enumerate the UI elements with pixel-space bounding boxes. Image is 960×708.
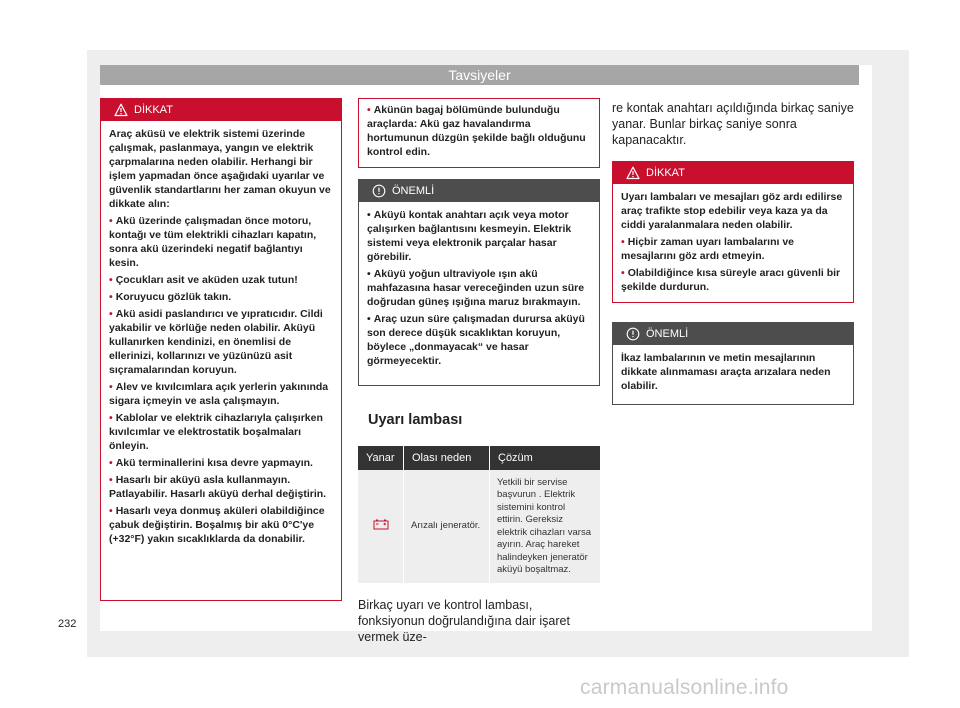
notice-box-body xyxy=(359,202,599,368)
battery-icon xyxy=(373,518,389,530)
danger-box xyxy=(100,98,342,601)
list-item: • Alev ve kıvılcımlara açık yerlerin yakınında sigara içmeyin ve asla çalışmayın. xyxy=(109,381,329,407)
watermark: carmanualsonline.info xyxy=(580,676,789,699)
info-circle-icon xyxy=(626,327,640,341)
section-title: Uyarı lambası xyxy=(368,412,463,428)
warning-triangle-icon xyxy=(114,103,128,117)
danger-box-title: DİKKAT xyxy=(134,104,173,116)
body-paragraph: Birkaç uyarı ve kontrol lambası, fonksiyonun doğrulandığına dair işaret vermek üze- xyxy=(358,598,570,644)
list-item: • Aküyü yoğun ultraviyole ışın akü mahfazasına hasar vereceğinden uzun süre doğrudan güneş ışığına maruz bırakmayın. xyxy=(367,268,585,308)
table-cell-cause: Arızalı jeneratör. xyxy=(404,470,490,583)
list-item: • Akü terminallerini kısa devre yapmayın. xyxy=(109,457,313,469)
danger-box-header xyxy=(613,162,853,184)
table-row xyxy=(358,470,600,583)
danger-intro: Uyarı lambaları ve mesajları göz ardı edilirse araç trafikte stop edebilir veya kaza ya da ciddi yaralanmalara neden olabilir. xyxy=(621,191,843,231)
list-item: • Akü asidi paslandırıcı ve yıpratıcıdır. Cildi yakabilir ve körlüğe neden olabilir. Aküyü kullanırken kendinizi, en önemlisi de ellerinizi, kollarınızı ve yüzünüzü asit sıçramalarından koruyun. xyxy=(109,308,323,376)
table-cell-solution: Yetkili bir servise başvurun . Elektrik sistemini kontrol ettirin. Gereksiz elektrik cihazları varsa ayırın. Araç hareket halindeyken jeneratör aküyü boşaltmaz. xyxy=(490,470,601,583)
column-2 xyxy=(358,98,600,645)
table-header-lights: Yanar xyxy=(358,446,404,470)
notice-box-header xyxy=(613,323,853,345)
notice-text: İkaz lambalarının ve metin mesajlarının dikkate alınmaması araçta arızalara neden olabilir. xyxy=(621,352,831,392)
column-3 xyxy=(612,98,854,405)
warning-triangle-icon xyxy=(626,166,640,180)
notice-box-header xyxy=(359,180,599,202)
list-item: • Araç uzun süre çalışmadan durursa aküyü son derece düşük sıcaklıktan koruyun, böylece „donmayacak“ ve hasar görmeyecektir. xyxy=(367,313,585,367)
column-1 xyxy=(100,98,342,601)
notice-box xyxy=(612,322,854,405)
list-item: • Akü üzerinde çalışmadan önce motoru, kontağı ve tüm elektrikli cihazları kapatın, sonra akü üzerindeki negatif bağlantıyı kesin. xyxy=(109,215,317,269)
body-paragraph: re kontak anahtarı açıldığında birkaç saniye yanar. Bunlar birkaç saniye sonra kapanacaktır. xyxy=(612,101,854,147)
danger-box-header xyxy=(101,99,341,121)
list-item: • Olabildiğince kısa süreyle aracı güvenli bir şekilde durdurun. xyxy=(621,267,841,293)
list-item: • Kablolar ve elektrik cihazlarıyla çalışırken kıvılcımlar ve elektrostatik boşalmaları önleyin. xyxy=(109,412,323,452)
table-cell-icon xyxy=(358,470,404,583)
table-header-row xyxy=(358,446,600,470)
table-header-solution: Çözüm xyxy=(490,446,601,470)
danger-box-continued xyxy=(358,98,600,168)
warning-lamp-table xyxy=(358,446,600,583)
list-item: • Hasarlı bir aküyü asla kullanmayın. Patlayabilir. Hasarlı aküyü derhal değiştirin. xyxy=(109,474,327,500)
table-header-cause: Olası neden xyxy=(404,446,490,470)
danger-box-continued-body xyxy=(359,99,599,159)
list-item: • Akünün bagaj bölümünde bulunduğu araçlarda: Akü gaz havalandırma hortumunun düzgün şekilde bağlı olduğunu kontrol edin. xyxy=(367,104,586,158)
page-header: Tavsiyeler xyxy=(100,65,859,85)
notice-box-title: ÖNEMLİ xyxy=(646,328,689,340)
page-number: 232 xyxy=(58,618,77,630)
danger-intro: Araç aküsü ve elektrik sistemi üzerinde çalışmak, paslanmaya, yangın ve elektrik çarpmalarına neden olabilir. Herhangi bir işlem yapmadan önce aşağıdaki uyarılar ve güvenlik standartlarını her zaman okuyun ve dikkate alın: xyxy=(109,128,331,210)
list-item: • Koruyucu gözlük takın. xyxy=(109,291,232,303)
notice-box-title: ÖNEMLİ xyxy=(392,185,435,197)
list-item: • Hiçbir zaman uyarı lambalarını ve mesajlarını göz ardı etmeyin. xyxy=(621,236,795,262)
list-item: • Hasarlı veya donmuş aküleri olabildiğince çabuk değiştirin. Boşalmış bir akü 0°C'ye (+32°F) yakın sıcaklıklarda da donabilir. xyxy=(109,505,325,545)
info-circle-icon xyxy=(372,184,386,198)
danger-box-body xyxy=(101,121,341,546)
list-item: • Aküyü kontak anahtarı açık veya motor çalışırken bağlantısını kesmeyin. Elektrik sistemi veya elektronik parçalar hasar görebilir. xyxy=(367,209,572,263)
danger-box-title: DİKKAT xyxy=(646,167,685,179)
danger-box xyxy=(612,161,854,303)
danger-box-body xyxy=(613,184,853,294)
list-item: • Çocukları asit ve aküden uzak tutun! xyxy=(109,274,298,286)
notice-box-body xyxy=(613,345,853,393)
notice-box xyxy=(358,179,600,386)
